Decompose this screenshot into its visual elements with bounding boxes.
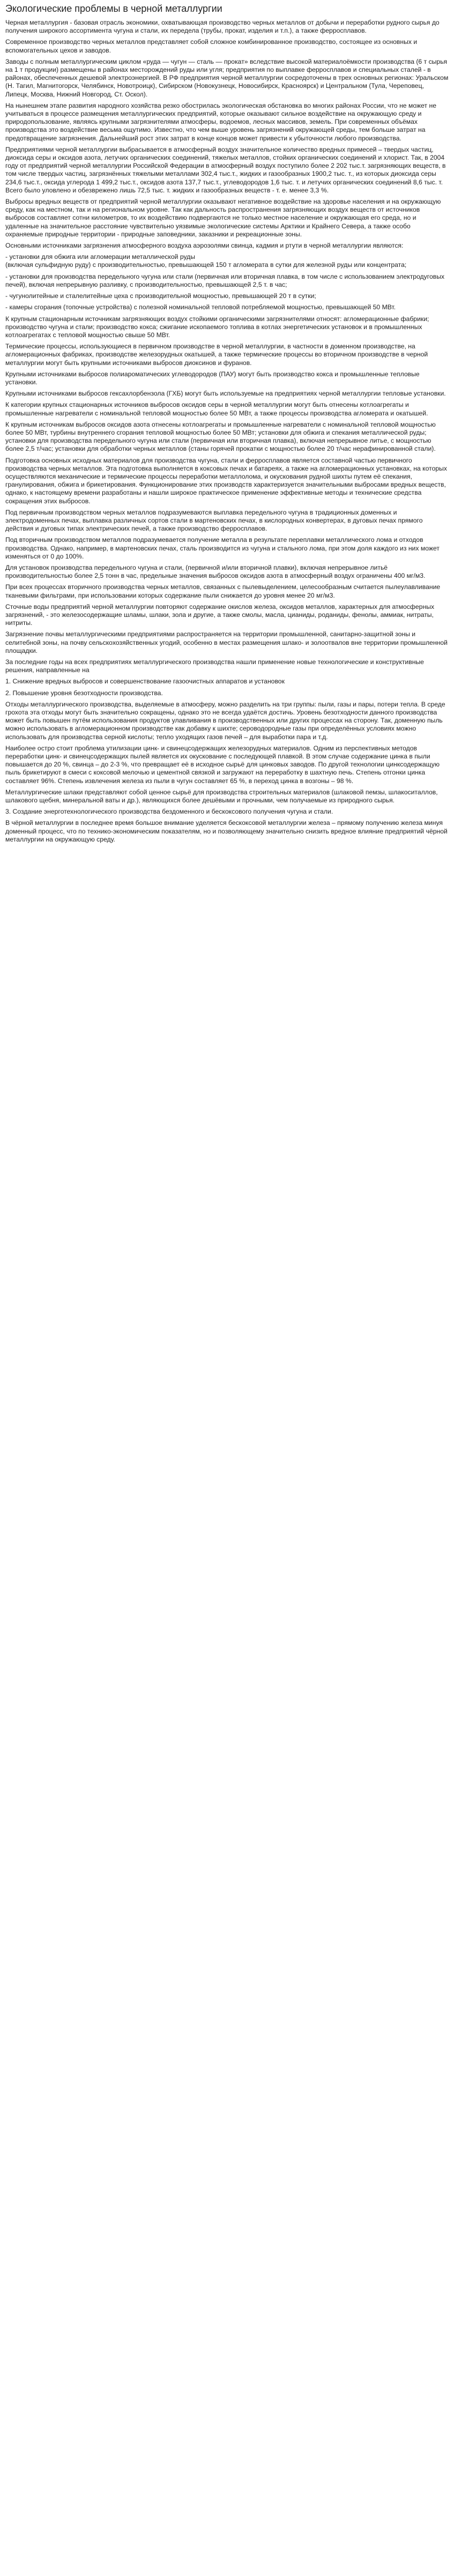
article-paragraph: К крупным источникам выбросов оксидов азота отнесены котлоагрегаты и промышленные нагреватели с номинальной тепловой мощностью более 50 МВт, турбины внутреннего сгорания тепловой мощностью более 50 МВт; установки для обжига и спекания металлической руды; установки для производства передельного чугуна или стали (первичная или вторичная плавка), включая непрерывное литье, с мощностью более 2,5 т/час; установки для обработки черных металлов (станы горячей прокатки с мощностью более 20 т/час нерафинированной стали). <box>5 420 436 453</box>
article-paragraph: - чугунолитейные и сталелитейные цеха с производительной мощностью, превышающей 20 т в сутки; <box>5 292 316 300</box>
article-paragraph: К категории крупных стационарных источников выбросов оксидов серы в черной металлургии могут быть отнесены котлоагрегаты и промышленные нагреватели с номинальной тепловой мощностью более 50 МВт, а также процессы производства агломерата и окатышей. <box>5 401 428 417</box>
article-paragraph: Крупными источниками выбросов полиароматических углеводородов (ПАУ) могут быть производство кокса и промышленные тепловые установки. <box>5 370 420 386</box>
article-paragraph: Загрязнение почвы металлургическими предприятиями распространяется на территории промышленной, санитарно-защитной зоны и селитебной зоны, на почву сельскохозяйственных угодий, особенно в местах размещения шлако- и золоотвалов вне территории промышленной площадки. <box>5 630 448 654</box>
article-paragraph: В чёрной металлургии в последнее время большое внимание уделяется бескоксовой металлургии железа – прямому получению железа минуя доменный процесс, что по технико-экономическим показателям, но и позволяющему значительно снизить вредное влияние предприятий чёрной металлургии на окружающую среду. <box>5 819 448 843</box>
article-paragraph: К крупным стационарным источникам загрязняющих воздух стойкими органическими загрязнителями относят: агломерационные фабрики; производство чугуна и стали; производство кокса; сжигание ископаемого топлива в котлах энергетических установок и в промышленных котлоагрегатах с тепловой мощностью свыше 50 МВт. <box>5 315 429 339</box>
article-paragraph: Металлургические шлаки представляют собой ценное сырьё для производства строительных материалов (шлаковой пемзы, шлакоситаллов, шлакового щебня, минеральной ваты и др.), являющихся более дешёвыми и прочными, чем получаемые из природного сырья. <box>5 788 438 805</box>
article-paragraph: Заводы с полным металлургическим циклом «руда — чугун — сталь — прокат» вследствие высокой материалоёмкости производства (6 т сырья на 1 т продукции) размещены в районах месторождений руды или угля; предприятия по выплавке ферросплавов и специальных сталей - в районах, обеспеченных дешевой электроэнергией. В РФ предприятия черной металлургии сосредоточены в трех основных регионах: Уральском (Н. Тагил, Магнитогорск, Челябинск, Новотроицк), Сибирском (Новокузнецк, Новосибирск, Красноярск) и Центральном (Тула, Череповец, Липецк, Москва, Нижний Новгород, Ст. Оскол). <box>5 57 449 98</box>
article-paragraph: Современное производство черных металлов представляет собой сложное комбинированное производство, состоящее из основных и вспомогательных цехов и заводов. <box>5 38 418 54</box>
article-paragraph: 1. Снижение вредных выбросов и совершенствование газоочистных аппаратов и установок <box>5 677 285 686</box>
article-paragraph: Для установок производства передельного чугуна и стали, (первичной и/или вторичной плавки), включая непрерывное литьё производительностью более 2,5 тонн в час, предельные значения выбросов оксидов азота в атмосферный воздух ограничены 400 мг/м3. <box>5 563 426 580</box>
article-paragraph: Черная металлургия - базовая отрасль экономики, охватывающая производство черных металлов от добычи и переработки рудного сырья до получения широкого ассортимента чугуна и стали, их передела (трубы, прокат, изделия и т.п.), а также ферросплавов. <box>5 19 440 35</box>
article-paragraph: - установки для производства передельного чугуна или стали (первичная или вторичная плавка, в том числе с использованием электродуговых печей), включая непрерывную разливку, с производительностью, превышающей 2,5 т. в час; <box>5 272 445 288</box>
article-paragraph: - установки для обжига или агломерации металлической руды (включая сульфидную руду) с производительностью, превышающей 150 т агломерата в сутки для железной руды или концентрата; <box>5 253 407 269</box>
article-paragraph: Предприятиями черной металлургии выбрасывается в атмосферный воздух значительное количество вредных примесей – твердых частиц, диоксида серы и оксидов азота, летучих органических соединений, тяжелых металлов, стойких органических соединений и хлорист. Так, в 2004 году от предприятий черной металлургии Российской Федерации в атмосферный воздух поступило более 2 202 тыс.т. загрязняющих веществ, в том числе твердых частиц, загрязнённых тяжелыми металлами 302,4 тыс.т., жидких и газообразных 1900,2 тыс. т., из которых диоксида серы 234,6 тыс.т., оксида углерода 1 499,2 тыс.т., оксидов азота 137,7 тыс.т., углеводородов 1,6 тыс. т. и летучих органических соединений 8,6 тыс. т. Всего было уловлено и обезврежено лишь 72,5 тыс. т. жидких и газообразных веществ - т. е. менее 3,3 %. <box>5 145 446 194</box>
article-paragraph: Подготовка основных исходных материалов для производства чугуна, стали и ферросплавов является составной частью первичного производства черных металлов. Эта подготовка выполняется в коксовых печах и батареях, а также на агломерационных установках, на которых осуществляются механические и термические процессы переработки металлолома, и окускования рудной шихты путем её спекания, гранулирования, обжига и брикетирования. Функционирование этих производств характеризуется значительными выбросами вредных веществ, однако, к настоящему времени разработаны и нашли широкое практическое применение эффективные методы и технические средства сокращения этих выбросов. <box>5 456 447 505</box>
article-paragraph: За последние годы на всех предприятиях металлургического производства нашли применение новые технологические и конструктивные решения, направленные на <box>5 658 424 674</box>
article-paragraph: Термические процессы, использующиеся в первичном производстве в черной металлургии, в частности в доменном производстве, на агломерационных фабриках, производстве железорудных окатышей, а также термические процессы во вторичном производстве в черной металлургии могут быть крупными источниками выбросов диоксинов и фуранов. <box>5 343 428 367</box>
article-title: Экологические проблемы в черной металлургии <box>5 3 222 14</box>
article-paragraph: Сточные воды предприятий черной металлургии повторяют содержание окислов железа, оксидов металлов, характерных для атмосферных загрязнений, - это железосодержащие шламы, шлаки, зола и другие, а также смолы, масла, цианиды, роданиды, фенолы, аммиак, нитраты, нитриты. <box>5 602 435 627</box>
article-body <box>5 19 449 844</box>
article-paragraph: На нынешнем этапе развития народного хозяйства резко обострилась экологическая обстановка во многих районах России, что не может не учитываться в процессе размещения металлургических предприятий, которые оказывают сильное воздействие на окружающую среду и природопользование, являясь крупными загрязнителями атмосферы, водоемов, лесных массивов, земель. При современных объёмах производства это воздействие весьма ощутимо. Известно, что чем выше уровень загрязнений окружающей среды, тем больше затрат на предотвращение загрязнения. Дальнейший рост этих затрат в конце концов может привести к убыточности любого производства. <box>5 101 436 142</box>
article-paragraph: Отходы металлургического производства, выделяемые в атмосферу, можно разделить на три группы: пыли, газы и пары, потери тепла. В среде грохота эта отходы могут быть значительно сокращены, однако это не всегда удаётся достичь. Уровень безотходности данного производства может быть повышен путём использования продуктов улавливания в производственных или других процессах на сторону. Так, доменную пыль можно использовать в агломерационном производстве как добавку к шихте; сероводородные газы при определённых условиях можно использовать для производства серной кислоты; тепло уходящих газов печей – для выработки пара и т.д. <box>5 700 445 741</box>
article-paragraph: - камеры сгорания (топочные устройства) с полезной номинальной тепловой потребляемой мощностью, превышающей 50 МВт. <box>5 303 396 311</box>
article-paragraph: 2. Повышение уровня безотходности производства. <box>5 689 163 697</box>
article-paragraph: Выбросы вредных веществ от предприятий черной металлургии оказывают негативное воздействие на здоровье населения и на окружающую среду, как на местном, так и на региональном уровне. Так как дальность распространения загрязняющих воздух веществ от источников выбросов составляет сотни километров, то их воздействию подвергаются не только местное население и окружающая его среда, но и удаленные на значительное расстояние чувствительно уязвимые экологические системы Арктики и Крайнего Севера, а также особо охраняемые природные территории - природные заповедники, заказники и рекреационные зоны. <box>5 198 441 238</box>
article-paragraph: Под вторичным производством металлов подразумевается получение металла в результате переплавки металлического лома и отходов производства. Однако, например, в мартеновских печах, сталь производится из чугуна и стального лома, при этом доля каждого из них может изменяться от 0 до 100%. <box>5 536 440 560</box>
article-paragraph: 3. Создание энерготехнологического производства бездоменного и бескоксового получения чугуна и стали. <box>5 808 333 816</box>
article-paragraph: Под первичным производством черных металлов подразумеваются выплавка передельного чугуна в традиционных доменных и электродоменных печах, выплавка различных сортов стали в мартеновских печах, в кислородных конвертерах, в дуговых печах прямого действия и дуговых типах электрических печей, а также производство ферросплавов. <box>5 508 423 533</box>
article-page <box>0 3 454 844</box>
article-paragraph: При всех процессах вторичного производства черных металлов, связанных с пылевыделением, целесообразным считается пылеулавливание тканевыми фильтрами, при использовании которых содержание пыли снижается до уровня менее 20 мг/м3. <box>5 583 441 599</box>
article-paragraph: Наиболее остро стоит проблема утилизации цинк- и свинецсодержащих железорудных материалов. Одним из перспективных методов переработки цинк- и свинецсодержащих пылей является их окускование с последующей плавкой. В этом случае содержание цинка в пыли повышается до 20 %, свинца – до 2-3 %, что превращает её в исходное сырьё для цинковых заводов. По другой технологии цинксодержащую пыль брикетируют в смеси с коксовой мелочью и цементной связкой и загружают на переработку в шахтную печь. Степень отгонки цинка составляет 96%. Степень извлечения железа из пыли в чугун составляет 65 %, в переход цинка в возгоны – 98 %. <box>5 744 440 785</box>
article-paragraph: Основными источниками загрязнения атмосферного воздуха аэрозолями свинца, кадмия и ртути в черной металлургии являются: <box>5 242 404 250</box>
article-paragraph: Крупными источниками выбросов гексахлорбензола (ГХБ) могут быть используемые на предприятиях черной металлургии тепловые установки. <box>5 390 446 398</box>
